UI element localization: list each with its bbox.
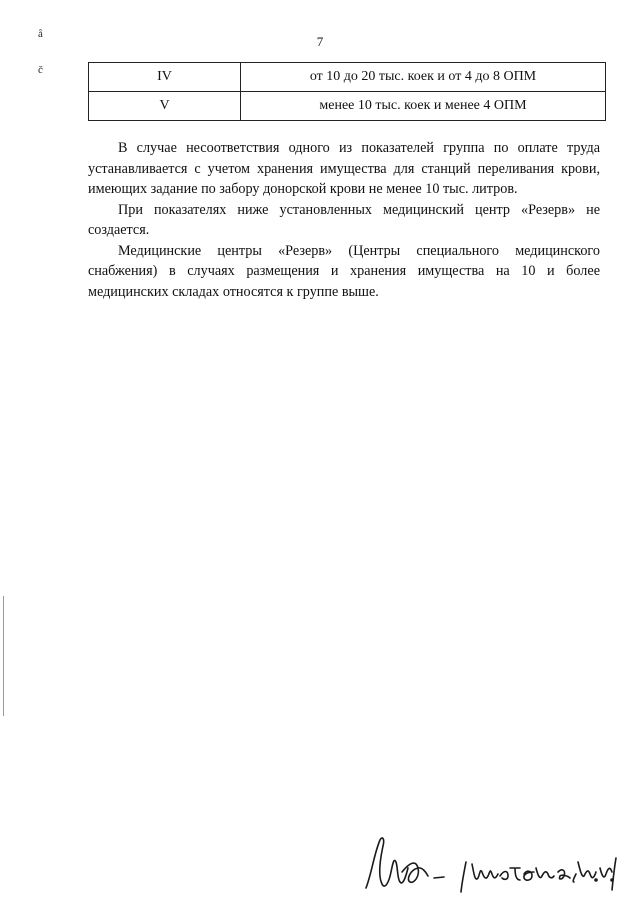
table-cell-criteria: от 10 до 20 тыс. коек и от 4 до 8 ОПМ bbox=[241, 63, 606, 92]
page-number: 7 bbox=[316, 34, 324, 49]
handwritten-signature bbox=[358, 832, 630, 896]
table-row bbox=[89, 92, 606, 121]
margin-mark: å bbox=[38, 28, 43, 40]
table-cell-criteria: менее 10 тыс. коек и менее 4 ОПМ bbox=[241, 92, 606, 121]
body-text bbox=[88, 138, 600, 302]
table-cell-group: IV bbox=[89, 63, 241, 92]
paragraph: Медицинские центры «Резерв» (Центры специального медицинского снабжения) в случаях размещения и хранения имущества на 10 и более медицинских складах относятся к группе выше. bbox=[88, 242, 600, 300]
table-row bbox=[89, 63, 606, 92]
table-cell-group: V bbox=[89, 92, 241, 121]
scan-edge-line bbox=[3, 596, 4, 716]
paragraph: При показателях ниже установленных медицинский центр «Резерв» не создается. bbox=[88, 201, 600, 238]
margin-mark: č bbox=[38, 64, 43, 76]
group-criteria-table bbox=[88, 62, 606, 121]
paragraph: В случае несоответствия одного из показателей группа по оплате труда устанавливается с учетом хранения имущества для станций переливания крови, имеющих задание по забору донорской крови не менее 10 тыс. литров. bbox=[88, 140, 600, 197]
